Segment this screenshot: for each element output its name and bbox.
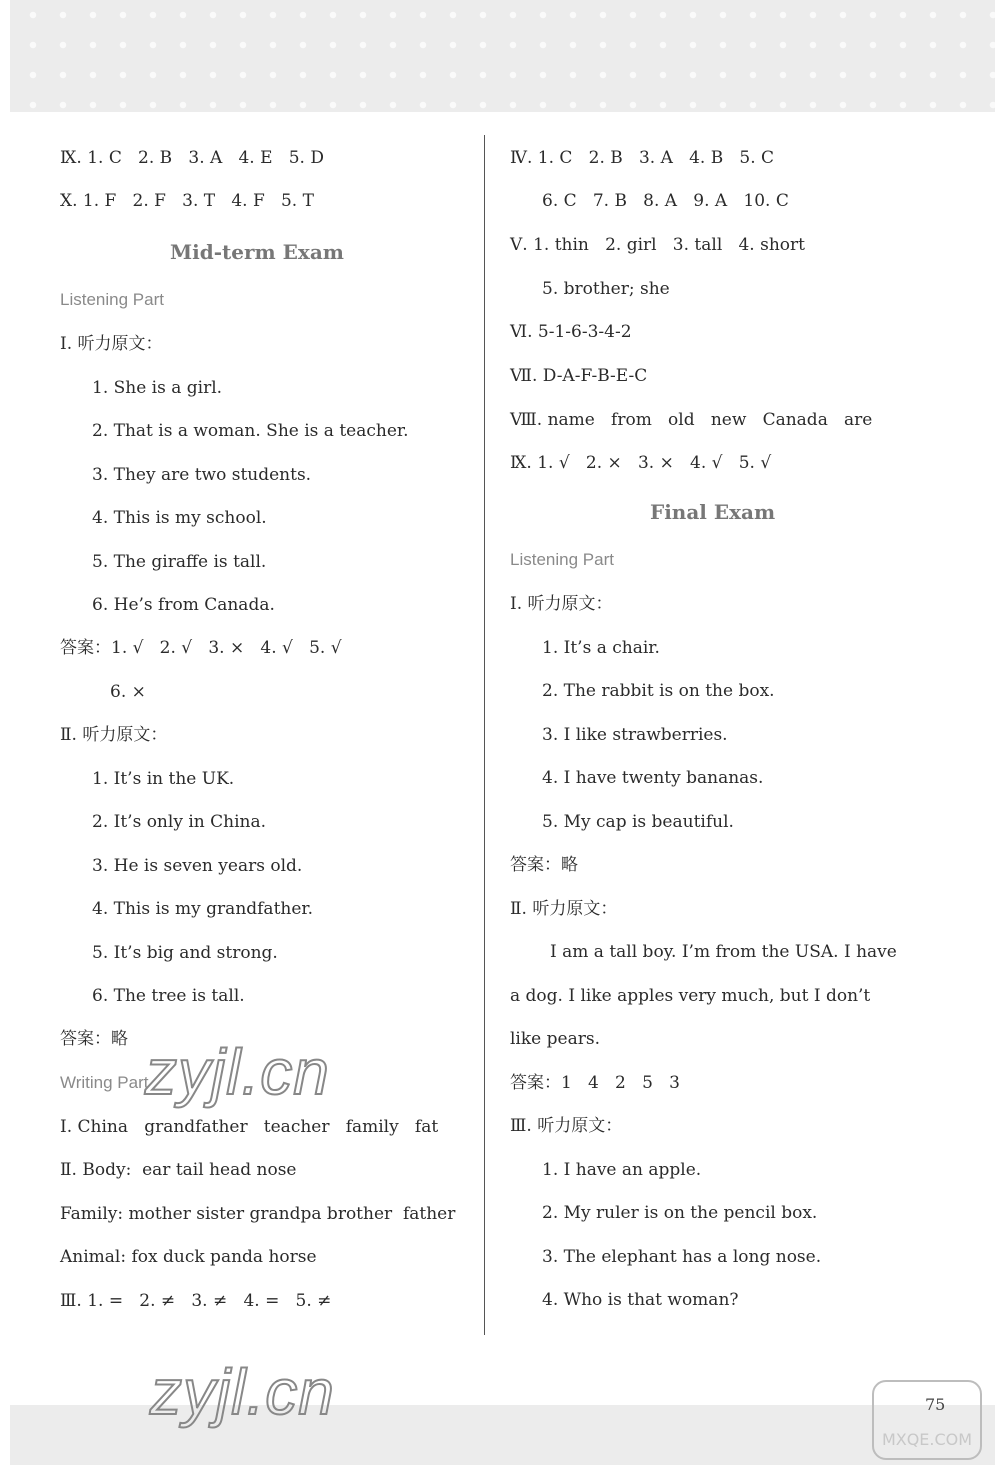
answer-line: Ⅹ. 1. F 2. F 3. T 4. F 5. T — [60, 191, 314, 211]
list-item: 4. I have twenty bananas. — [542, 768, 764, 788]
watermark: zyjl.cn — [150, 1356, 335, 1428]
midterm-exam-title: Mid-term Exam — [170, 240, 344, 264]
watermark: zyjl.cn — [145, 1036, 330, 1108]
answer-line: Ⅸ. 1. √ 2. × 3. × 4. √ 5. √ — [510, 453, 772, 473]
answer-line: 6. × — [110, 682, 146, 702]
list-item: 1. She is a girl. — [92, 378, 223, 398]
paragraph-line: a dog. I like apples very much, but I don’t — [510, 986, 871, 1006]
listening-part-label: Listening Part — [510, 550, 614, 569]
answer-line: Ⅵ. 5-1-6-3-4-2 — [510, 322, 632, 342]
answer-line: Animal: fox duck panda horse — [60, 1247, 317, 1267]
site-stamp: MXQE.COM — [872, 1380, 982, 1460]
list-item: 1. I have an apple. — [542, 1160, 702, 1180]
answer-line: Family: mother sister grandpa brother father — [60, 1204, 456, 1224]
answer-line: 答案：1. √ 2. √ 3. × 4. √ 5. √ — [60, 638, 342, 658]
paragraph-line: like pears. — [510, 1029, 600, 1049]
answer-line: Ⅱ. Body: ear tail head nose — [60, 1160, 297, 1180]
answer-line: Ⅷ. name from old new Canada are — [510, 410, 873, 430]
list-item: 3. They are two students. — [92, 465, 312, 485]
list-item: 6. The tree is tall. — [92, 986, 245, 1006]
list-item: 4. This is my school. — [92, 508, 267, 528]
section-heading: Ⅰ. 听力原文： — [60, 334, 163, 354]
answer-line: Ⅸ. 1. C 2. B 3. A 4. E 5. D — [60, 148, 324, 168]
list-item: 5. The giraffe is tall. — [92, 552, 267, 572]
listening-part-label: Listening Part — [60, 290, 164, 309]
list-item: 3. The elephant has a long nose. — [542, 1247, 822, 1267]
list-item: 6. He’s from Canada. — [92, 595, 275, 615]
section-heading: Ⅲ. 听力原文： — [510, 1116, 623, 1136]
answer-line: Ⅴ. 1. thin 2. girl 3. tall 4. short — [510, 235, 805, 255]
answer-line: 答案：略 — [510, 855, 578, 875]
column-divider — [484, 135, 485, 1335]
list-item: 2. The rabbit is on the box. — [542, 681, 775, 701]
list-item: 5. It’s big and strong. — [92, 943, 278, 963]
answer-line: 5. brother; she — [542, 279, 670, 299]
section-heading: Ⅱ. 听力原文： — [60, 725, 168, 745]
answer-line: Ⅶ. D-A-F-B-E-C — [510, 366, 648, 386]
answer-line: 答案：1 4 2 5 3 — [510, 1073, 680, 1093]
answer-line: Ⅳ. 1. C 2. B 3. A 4. B 5. C — [510, 148, 775, 168]
section-heading: Ⅱ. 听力原文： — [510, 899, 618, 919]
list-item: 1. It’s in the UK. — [92, 769, 235, 789]
answer-line: 答案：略 — [60, 1029, 128, 1049]
header-band — [10, 0, 995, 112]
paragraph-line: I am a tall boy. I’m from the USA. I have — [550, 942, 897, 962]
section-heading: Ⅰ. 听力原文： — [510, 594, 613, 614]
writing-part-label: Writing Part — [60, 1073, 149, 1092]
list-item: 4. This is my grandfather. — [92, 899, 314, 919]
list-item: 1. It’s a chair. — [542, 638, 660, 658]
list-item: 4. Who is that woman? — [542, 1290, 739, 1310]
answer-line: Ⅰ. China grandfather teacher family fat — [60, 1117, 439, 1137]
list-item: 5. My cap is beautiful. — [542, 812, 734, 832]
answer-line: Ⅲ. 1. = 2. ≠ 3. ≠ 4. = 5. ≠ — [60, 1291, 332, 1311]
final-exam-title: Final Exam — [650, 500, 776, 524]
list-item: 3. He is seven years old. — [92, 856, 303, 876]
answer-line: 6. C 7. B 8. A 9. A 10. C — [542, 191, 789, 211]
list-item: 2. That is a woman. She is a teacher. — [92, 421, 409, 441]
list-item: 3. I like strawberries. — [542, 725, 728, 745]
list-item: 2. It’s only in China. — [92, 812, 267, 832]
list-item: 2. My ruler is on the pencil box. — [542, 1203, 818, 1223]
page-number: 75 — [925, 1395, 946, 1414]
